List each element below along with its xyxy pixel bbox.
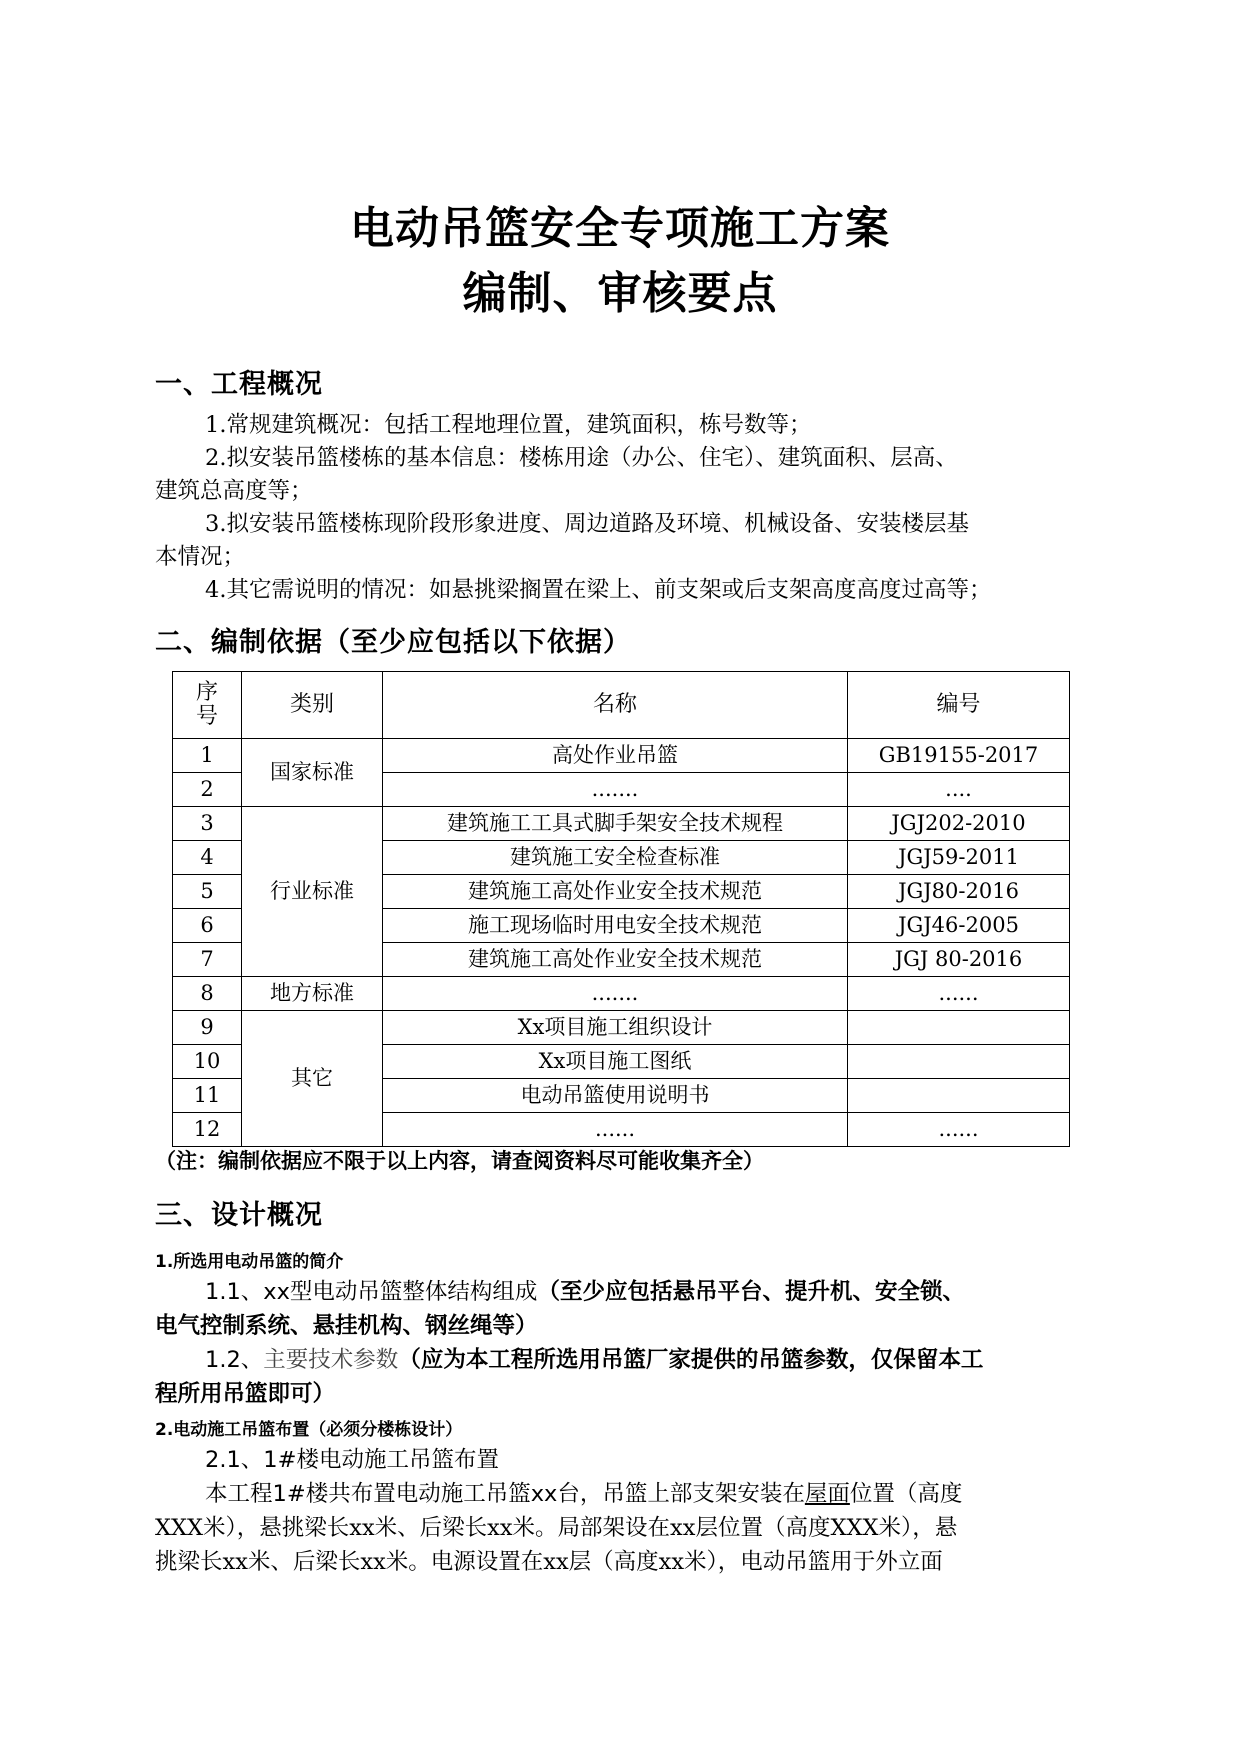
standard-code: [848, 1079, 1070, 1113]
standard-code: JGJ59-2011: [848, 841, 1070, 875]
subsection-title: 2.电动施工吊篮布置: [155, 1420, 310, 1440]
category-cell: 行业标准: [242, 807, 383, 977]
category-cell: 国家标准: [242, 739, 383, 807]
paragraph: 2.拟安装吊篮楼栋的基本信息：楼栋用途（办公、住宅）、建筑面积、层高、: [205, 445, 958, 471]
item-number: 2.1、1#: [205, 1447, 297, 1473]
standard-code: [848, 1011, 1070, 1045]
standard-name: .......: [383, 977, 848, 1011]
text: xx: [530, 1481, 558, 1507]
row-number: 12: [173, 1113, 242, 1147]
standard-code: [848, 1045, 1070, 1079]
standard-name: 高处作业吊篮: [383, 739, 848, 773]
standard-code: GB19155-2017: [848, 739, 1070, 773]
standard-code: ......: [848, 1113, 1070, 1147]
row-number: 4: [173, 841, 242, 875]
item-requirement: （至少应包括悬吊平台、提升机、安全锁、: [537, 1279, 965, 1305]
category-cell: 其它: [242, 1011, 383, 1147]
table-row: [173, 977, 1070, 1011]
subsection-requirement: （必须分楼栋设计）: [309, 1420, 463, 1440]
standard-name: 电动吊篮使用说明书: [383, 1079, 848, 1113]
document-subtitle: 编制、审核要点: [462, 268, 778, 319]
row-number: 10: [173, 1045, 242, 1079]
item-requirement: （应为本工程所选用吊篮厂家提供的吊篮参数，仅保留本工: [398, 1347, 984, 1373]
paragraph: 4.其它需说明的情况：如悬挑梁搁置在梁上、前支架或后支架高度高度过高等；: [205, 577, 992, 603]
row-number: 5: [173, 875, 242, 909]
paragraph-2-1: [205, 1443, 1080, 1477]
row-number: 1: [173, 739, 242, 773]
item-text: 楼电动施工吊篮布置: [296, 1447, 499, 1473]
standard-code: JGJ46-2005: [848, 909, 1070, 943]
document-title: 电动吊篮安全专项施工方案: [350, 203, 890, 254]
row-number: 8: [173, 977, 242, 1011]
row-number: 11: [173, 1079, 242, 1113]
section-1-heading: 一、工程概况: [155, 369, 323, 400]
standard-name: .......: [383, 773, 848, 807]
table-note: （注：编制依据应不限于以上内容，请查阅资料尽可能收集齐全）: [155, 1149, 764, 1173]
standard-name: Xx项目施工组织设计: [383, 1011, 848, 1045]
category-cell: 地方标准: [242, 977, 383, 1011]
standard-name: 施工现场临时用电安全技术规范: [383, 909, 848, 943]
item-number: 1.2、: [205, 1347, 264, 1373]
standard-code: JGJ 80-2016: [848, 943, 1070, 977]
subsection-heading-2: [155, 1415, 462, 1440]
header-cell: 类别: [242, 672, 383, 739]
item-number: 1.1、: [205, 1279, 264, 1305]
paragraph: 程所用吊篮即可）: [155, 1381, 336, 1407]
paragraph: 3.拟安装吊篮楼栋现阶段形象进度、周边道路及环境、机械设备、安装楼层基: [205, 511, 969, 537]
table-row: [173, 807, 1070, 841]
row-number: 2: [173, 773, 242, 807]
row-number: 7: [173, 943, 242, 977]
body-line: [205, 1477, 1080, 1511]
text: 楼共布置电动施工吊篮: [305, 1481, 531, 1507]
standard-name: 建筑施工工具式脚手架安全技术规程: [383, 807, 848, 841]
body-line: 挑梁长xx米、后梁长xx米。电源设置在xx层（高度xx米），电动吊篮用于外立面: [155, 1549, 943, 1575]
header-cell: 序号: [173, 672, 242, 739]
paragraph: 建筑总高度等；: [155, 478, 313, 504]
standard-code: ....: [848, 773, 1070, 807]
body-line: XXX米），悬挑梁长xx米、后梁长xx米。局部架设在xx层位置（高度XXX米），悬: [155, 1515, 958, 1541]
table-row: [173, 1011, 1070, 1045]
section-3-heading: 三、设计概况: [155, 1200, 323, 1231]
row-number: 6: [173, 909, 242, 943]
text: 台，吊篮上部支架安装在: [557, 1481, 805, 1507]
item-text: xx型电动吊篮整体结构组成: [263, 1279, 538, 1305]
table-row: [173, 739, 1070, 773]
row-number: 3: [173, 807, 242, 841]
standard-code: JGJ80-2016: [848, 875, 1070, 909]
text: 1#: [272, 1481, 306, 1507]
standard-name: Xx项目施工图纸: [383, 1045, 848, 1079]
paragraph: 本情况；: [155, 544, 246, 570]
text: 本工程: [205, 1481, 273, 1507]
paragraph-1-2: [205, 1343, 1080, 1377]
header-cell: 编号: [848, 672, 1070, 739]
basis-table: [172, 671, 1070, 1147]
standard-code: JGJ202-2010: [848, 807, 1070, 841]
standard-name: 建筑施工高处作业安全技术规范: [383, 875, 848, 909]
section-2-heading: 二、编制依据（至少应包括以下依据）: [155, 627, 631, 658]
standard-name: 建筑施工安全检查标准: [383, 841, 848, 875]
standard-name: ......: [383, 1113, 848, 1147]
standard-code: ......: [848, 977, 1070, 1011]
row-number: 9: [173, 1011, 242, 1045]
paragraph: 电气控制系统、悬挂机构、钢丝绳等）: [155, 1313, 538, 1339]
underlined-text: 屋面: [804, 1481, 850, 1507]
standard-name: 建筑施工高处作业安全技术规范: [383, 943, 848, 977]
subsection-heading: 1.所选用电动吊篮的简介: [155, 1252, 344, 1272]
header-cell: 名称: [383, 672, 848, 739]
paragraph: 1.常规建筑概况：包括工程地理位置，建筑面积，栋号数等；: [205, 412, 812, 438]
table-header-row: [173, 672, 1070, 739]
paragraph-1-1: [205, 1275, 1080, 1309]
item-text: 主要技术参数: [263, 1347, 399, 1373]
text: 位置（高度: [849, 1481, 963, 1507]
